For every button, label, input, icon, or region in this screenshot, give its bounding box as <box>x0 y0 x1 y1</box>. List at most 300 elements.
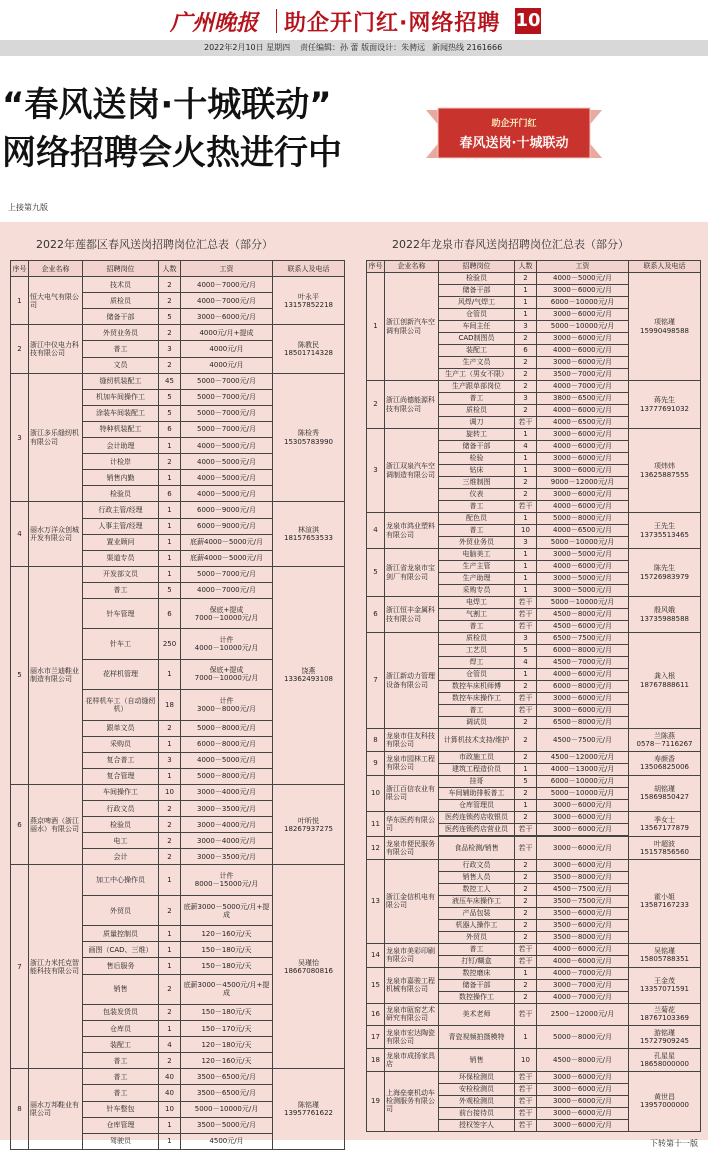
salary: 3500－6000元/月 <box>537 919 629 931</box>
table-row <box>11 865 345 895</box>
job-title: 工艺员 <box>439 645 515 657</box>
headcount: 若干 <box>515 417 537 429</box>
salary: 6000－9000元/月 <box>181 502 273 518</box>
headcount: 1 <box>159 550 181 566</box>
headcount: 1 <box>159 865 181 895</box>
contact-info: 王先生 13735513465 <box>629 513 701 549</box>
salary: 3000－6000元/月 <box>537 1071 629 1083</box>
salary: 4000－6000元/月 <box>537 561 629 573</box>
salary: 4500－6000元/月 <box>537 621 629 633</box>
headcount: 若干 <box>515 1119 537 1131</box>
headcount: 45 <box>159 373 181 389</box>
salary: 4500－7500元/月 <box>537 883 629 895</box>
table-row <box>367 1003 701 1026</box>
table-row <box>11 784 345 800</box>
headcount: 1 <box>159 942 181 958</box>
job-title: 检验 <box>439 453 515 465</box>
headcount: 2 <box>515 811 537 823</box>
contact-info: 游铭瑾 15727909245 <box>629 1026 701 1049</box>
column-header: 人数 <box>515 261 537 273</box>
job-title: 销售人员 <box>439 871 515 883</box>
headcount: 5 <box>159 309 181 325</box>
company-name: 浙江省龙泉市宝剑厂有限公司 <box>385 549 439 597</box>
job-title: 产品包装 <box>439 907 515 919</box>
job-title: 跟单文员 <box>83 720 159 736</box>
job-title: 包装发货员 <box>83 1004 159 1020</box>
job-title: 调试员 <box>439 717 515 729</box>
salary: 3000－4000元/月 <box>181 833 273 849</box>
headcount: 1 <box>515 669 537 681</box>
company-name: 浙江百信农业有限公司 <box>385 775 439 811</box>
contact-info: 霍小姐 13587167233 <box>629 859 701 943</box>
salary: 4000－6000元/月 <box>537 669 629 681</box>
headcount: 若干 <box>515 1107 537 1119</box>
headcount: 10 <box>159 784 181 800</box>
contact-info: 殷风娥 13735988588 <box>629 597 701 633</box>
salary: 3000－6000元/月 <box>537 465 629 477</box>
headcount: 3 <box>515 321 537 333</box>
job-title: CAD制图员 <box>439 333 515 345</box>
salary: 保底+提成 7000－10000元/月 <box>181 659 273 689</box>
headcount: 2 <box>159 454 181 470</box>
headcount: 2 <box>159 833 181 849</box>
salary: 底薪4000－5000元/月 <box>181 534 273 550</box>
job-title: 驾驶员 <box>83 1133 159 1149</box>
salary: 底薪4000－5000元/月 <box>181 550 273 566</box>
row-number: 7 <box>367 633 385 729</box>
headcount: 1 <box>159 768 181 784</box>
job-title: 外贸员 <box>439 931 515 943</box>
left-recruitment-table <box>10 260 345 1150</box>
salary: 4500元/月 <box>181 1133 273 1149</box>
headcount: 2 <box>515 871 537 883</box>
headcount: 1 <box>159 470 181 486</box>
headcount: 若干 <box>515 1095 537 1107</box>
salary: 9000－12000元/月 <box>537 477 629 489</box>
editor-credit: 责任编辑：孙 蕾 版面设计：朱骋远 <box>300 43 426 52</box>
column-header: 联系人及电话 <box>273 261 345 277</box>
job-title: 美术老师 <box>439 1003 515 1026</box>
job-title: 计算机技术支持/维护 <box>439 729 515 752</box>
job-title: 仓管员 <box>439 309 515 321</box>
table-row <box>11 373 345 389</box>
salary: 4000－5000元/月 <box>181 438 273 454</box>
job-title: 食品检测/销售 <box>439 836 515 859</box>
job-title: 焊工 <box>439 657 515 669</box>
company-name: 浙江中仪电力科技有限公司 <box>29 325 83 373</box>
table-row <box>11 325 345 341</box>
headcount: 2 <box>515 907 537 919</box>
job-title: 加工中心操作员 <box>83 865 159 895</box>
salary: 5000－7000元/月 <box>181 421 273 437</box>
job-title: 装配工 <box>439 345 515 357</box>
salary: 150－180元/天 <box>181 942 273 958</box>
job-title: 人事主管/经理 <box>83 518 159 534</box>
salary: 4000－5000元/月 <box>537 273 629 285</box>
job-title: 普工 <box>83 341 159 357</box>
job-title: 普工 <box>83 582 159 598</box>
job-title: 外贸员 <box>83 895 159 925</box>
job-title: 行政文员 <box>83 801 159 817</box>
headcount: 5 <box>159 405 181 421</box>
headcount: 1 <box>159 659 181 689</box>
row-number: 12 <box>367 836 385 859</box>
job-title: 储备干部 <box>439 285 515 297</box>
job-title: 普工 <box>439 525 515 537</box>
headcount: 2 <box>515 991 537 1003</box>
salary: 计件 3000－8000元/月 <box>181 690 273 720</box>
salary: 3000－6000元/月 <box>537 357 629 369</box>
job-title: 仪表 <box>439 489 515 501</box>
job-title: 数控工人 <box>439 883 515 895</box>
salary: 3500－7000元/月 <box>537 369 629 381</box>
job-title: 车间操作工 <box>83 784 159 800</box>
contact-info: 吴铭瑾 15805788351 <box>629 943 701 967</box>
salary: 4500－8000元/月 <box>537 1049 629 1072</box>
job-title: 针车整包 <box>83 1101 159 1117</box>
job-title: 打钉/糊盒 <box>439 955 515 967</box>
table-row <box>367 1071 701 1083</box>
salary: 4000－6000元/月 <box>537 501 629 513</box>
job-title: 生产工（男女不限） <box>439 369 515 381</box>
salary: 3000－6000元/月 <box>537 333 629 345</box>
salary: 3000－6000元/月 <box>537 285 629 297</box>
job-title: 生产文员 <box>439 357 515 369</box>
job-title: 数控车床操作工 <box>439 693 515 705</box>
salary: 4000元/月 <box>181 341 273 357</box>
job-title: 质量控制员 <box>83 926 159 942</box>
headcount: 2 <box>515 681 537 693</box>
job-title: 销售 <box>439 1049 515 1072</box>
salary: 4500－7500元/月 <box>537 729 629 752</box>
salary: 4000－6500元/月 <box>537 417 629 429</box>
row-number: 2 <box>367 381 385 429</box>
job-title: 普工 <box>83 1053 159 1069</box>
company-name: 浙江力米托克智能科技有限公司 <box>29 865 83 1069</box>
company-name: 浙江金信机电有限公司 <box>385 859 439 943</box>
job-title: 普工 <box>439 621 515 633</box>
table-row <box>11 277 345 293</box>
headcount: 2 <box>159 720 181 736</box>
salary: 3500－8000元/月 <box>537 931 629 943</box>
job-title: 复合管理 <box>83 768 159 784</box>
salary: 3000－3500元/月 <box>181 801 273 817</box>
salary: 5000－10000元/月 <box>537 321 629 333</box>
row-number: 16 <box>367 1003 385 1026</box>
job-title: 气割工 <box>439 609 515 621</box>
headcount: 1 <box>515 763 537 775</box>
salary: 4500－8000元/月 <box>537 609 629 621</box>
row-number: 15 <box>367 967 385 1003</box>
headcount: 5 <box>159 582 181 598</box>
company-name: 龙泉市成扬家具店 <box>385 1049 439 1072</box>
row-number: 11 <box>367 811 385 836</box>
salary: 5000－7000元/月 <box>181 566 273 582</box>
column-header: 人数 <box>159 261 181 277</box>
headcount: 2 <box>515 357 537 369</box>
salary: 3000－6000元/月 <box>537 453 629 465</box>
row-number: 5 <box>11 566 29 784</box>
job-title: 售后服务 <box>83 958 159 974</box>
salary: 4000－7000元/月 <box>181 293 273 309</box>
job-title: 普工 <box>439 705 515 717</box>
row-number: 14 <box>367 943 385 967</box>
table-row <box>11 566 345 582</box>
headcount: 2 <box>159 849 181 865</box>
contact-info: 叶超波 15157856560 <box>629 836 701 859</box>
job-title: 普工 <box>439 943 515 955</box>
salary: 120－160元/天 <box>181 926 273 942</box>
job-title: 储备干部 <box>83 309 159 325</box>
salary: 3000－6000元/月 <box>537 429 629 441</box>
job-title: 针车工 <box>83 629 159 659</box>
salary: 120－160元/天 <box>181 1053 273 1069</box>
row-number: 19 <box>367 1071 385 1131</box>
headcount: 6 <box>515 345 537 357</box>
headcount: 2 <box>515 369 537 381</box>
job-title: 检验员 <box>83 817 159 833</box>
headcount: 若干 <box>515 1083 537 1095</box>
continued-next-note: 下转第十一版 <box>650 1139 698 1148</box>
headcount: 250 <box>159 629 181 659</box>
job-title: 质检员 <box>439 405 515 417</box>
headcount: 2 <box>515 381 537 393</box>
table-row <box>367 1049 701 1072</box>
salary: 3000－3500元/月 <box>181 849 273 865</box>
salary: 6000－8000元/月 <box>537 645 629 657</box>
salary: 5000－7000元/月 <box>181 373 273 389</box>
job-title: 机加车间操作工 <box>83 389 159 405</box>
row-number: 1 <box>11 277 29 325</box>
headcount: 2 <box>515 405 537 417</box>
headcount: 2 <box>515 717 537 729</box>
headcount: 2 <box>515 883 537 895</box>
company-name: 浙江多乐缝纫机有限公司 <box>29 373 83 502</box>
headcount: 1 <box>515 1026 537 1049</box>
headcount: 1 <box>515 297 537 309</box>
contact-info: 饶燕 13362493108 <box>273 566 345 784</box>
headcount: 若干 <box>515 609 537 621</box>
salary: 4000－7000元/月 <box>181 582 273 598</box>
company-name: 丽水市兰迪鞋业制造有限公司 <box>29 566 83 784</box>
salary: 150－180元/天 <box>181 958 273 974</box>
salary: 5000－7000元/月 <box>181 389 273 405</box>
job-title: 车间辅助排板普工 <box>439 787 515 799</box>
job-title: 花样机管理 <box>83 659 159 689</box>
job-title: 仓库管理 <box>83 1117 159 1133</box>
column-header: 工资 <box>181 261 273 277</box>
headcount: 1 <box>515 285 537 297</box>
salary: 3500－6500元/月 <box>181 1069 273 1085</box>
masthead-divider <box>276 9 277 33</box>
job-title: 针车管理 <box>83 598 159 628</box>
headcount: 2 <box>515 751 537 763</box>
headcount: 1 <box>159 958 181 974</box>
row-number: 8 <box>11 1069 29 1150</box>
job-title: 行政主管/经理 <box>83 502 159 518</box>
job-title: 市政施工员 <box>439 751 515 763</box>
headcount: 1 <box>515 513 537 525</box>
salary: 6000－8000元/月 <box>181 736 273 752</box>
job-title: 文员 <box>83 357 159 373</box>
job-title: 三维制图 <box>439 477 515 489</box>
job-title: 缝纫机装配工 <box>83 373 159 389</box>
job-title: 渠道专员 <box>83 550 159 566</box>
salary: 3000－6000元/月 <box>537 859 629 871</box>
headcount: 2 <box>515 489 537 501</box>
salary: 3000－6000元/月 <box>537 1095 629 1107</box>
headcount: 若干 <box>515 597 537 609</box>
job-title: 电工 <box>83 833 159 849</box>
news-hotline: 新闻热线 2161666 <box>432 43 503 52</box>
salary: 3000－6000元/月 <box>181 309 273 325</box>
salary: 6000－10000元/月 <box>537 775 629 787</box>
job-title: 电焊工 <box>439 597 515 609</box>
contact-info: 陈检秀 15305783990 <box>273 373 345 502</box>
headcount: 2 <box>159 1053 181 1069</box>
contact-info: 陈教民 18501714328 <box>273 325 345 373</box>
job-title: 仓库员 <box>83 1021 159 1037</box>
salary: 120－180元/天 <box>181 1037 273 1053</box>
company-name: 浙江尚德能源科技有限公司 <box>385 381 439 429</box>
job-title: 仓管员 <box>439 669 515 681</box>
job-title: 行政文员 <box>439 859 515 871</box>
column-header: 序号 <box>367 261 385 273</box>
table-row <box>367 273 701 285</box>
job-title: 涂装车间装配工 <box>83 405 159 421</box>
headcount: 10 <box>515 1049 537 1072</box>
table-row <box>367 381 701 393</box>
company-name: 龙泉市美彩印刷有限公司 <box>385 943 439 967</box>
salary: 3500－6000元/月 <box>537 907 629 919</box>
table-row <box>367 943 701 955</box>
contact-info: 陈铭瑾 13957761622 <box>273 1069 345 1150</box>
company-name: 浙江双泉汽车空调制造有限公司 <box>385 429 439 513</box>
row-number: 6 <box>11 784 29 864</box>
company-name: 浙江恒丰金属科技有限公司 <box>385 597 439 633</box>
headcount: 1 <box>159 1021 181 1037</box>
contact-info: 黄世昌 13957000000 <box>629 1071 701 1131</box>
table-row <box>367 836 701 859</box>
column-header: 企业名称 <box>29 261 83 277</box>
contact-info: 王金茂 13357071591 <box>629 967 701 1003</box>
headcount: 2 <box>515 333 537 345</box>
salary: 4000－6000元/月 <box>537 441 629 453</box>
salary: 4000－13000元/月 <box>537 763 629 775</box>
headcount: 若干 <box>515 943 537 955</box>
headcount: 40 <box>159 1085 181 1101</box>
column-header: 序号 <box>11 261 29 277</box>
salary: 4000－7000元/月 <box>537 991 629 1003</box>
headcount: 2 <box>515 729 537 752</box>
table-row <box>11 502 345 518</box>
job-title: 建筑工程造价员 <box>439 763 515 775</box>
job-title: 生产跟单部岗位 <box>439 381 515 393</box>
row-number: 1 <box>367 273 385 381</box>
headcount: 18 <box>159 690 181 720</box>
table-header-row <box>367 261 701 273</box>
job-title: 储备干部 <box>439 979 515 991</box>
headcount: 若干 <box>515 823 537 835</box>
column-header: 工资 <box>537 261 629 273</box>
headcount: 1 <box>159 566 181 582</box>
company-name: 龙泉市园林工程有限公司 <box>385 751 439 775</box>
headcount: 2 <box>515 273 537 285</box>
job-title: 质检员 <box>439 633 515 645</box>
salary: 6500－7500元/月 <box>537 633 629 645</box>
salary: 4000－6000元/月 <box>537 345 629 357</box>
row-number: 3 <box>367 429 385 513</box>
headcount: 3 <box>515 633 537 645</box>
headcount: 若干 <box>515 693 537 705</box>
row-number: 17 <box>367 1026 385 1049</box>
row-number: 18 <box>367 1049 385 1072</box>
headcount: 1 <box>515 561 537 573</box>
headcount: 2 <box>515 895 537 907</box>
salary: 3000－6000元/月 <box>537 309 629 321</box>
company-name: 龙泉市瓯窑艺术研究有限公司 <box>385 1003 439 1026</box>
headcount: 1 <box>515 429 537 441</box>
headcount: 2 <box>159 801 181 817</box>
salary: 6500－8000元/月 <box>537 717 629 729</box>
table-header-row <box>11 261 345 277</box>
headcount: 4 <box>515 657 537 669</box>
row-number: 13 <box>367 859 385 943</box>
job-title: 医药连锁药店营业员 <box>439 823 515 835</box>
headcount: 6 <box>159 486 181 502</box>
job-title: 技术员 <box>83 277 159 293</box>
job-title: 普工 <box>439 393 515 405</box>
job-title: 电脑美工 <box>439 549 515 561</box>
headcount: 1 <box>159 736 181 752</box>
job-title: 机器人操作工 <box>439 919 515 931</box>
headcount: 2 <box>159 1004 181 1020</box>
company-name: 上海垒豪机动车检测服务有限公司 <box>385 1071 439 1131</box>
headcount: 2 <box>515 859 537 871</box>
headcount: 1 <box>159 1117 181 1133</box>
salary: 150－180元/天 <box>181 1004 273 1020</box>
job-title: 复合普工 <box>83 752 159 768</box>
row-number: 4 <box>11 502 29 566</box>
headcount: 2 <box>515 979 537 991</box>
job-title: 青瓷视频拍摄模特 <box>439 1026 515 1049</box>
column-header: 招聘岗位 <box>439 261 515 273</box>
table-row <box>367 513 701 525</box>
info-strip <box>0 40 708 56</box>
salary: 3000－6000元/月 <box>537 489 629 501</box>
headcount: 1 <box>515 549 537 561</box>
salary: 5000－8000元/月 <box>537 1026 629 1049</box>
left-table-title: 2022年莲都区春风送岗招聘岗位汇总表（部分） <box>36 238 273 251</box>
headcount: 2 <box>159 277 181 293</box>
job-title: 销售内勤 <box>83 470 159 486</box>
headcount: 1 <box>159 926 181 942</box>
company-name: 龙泉市宏达陶瓷有限公司 <box>385 1026 439 1049</box>
job-title: 旋转工 <box>439 429 515 441</box>
salary: 4000－6000元/月 <box>537 943 629 955</box>
headcount: 2 <box>159 895 181 925</box>
headcount: 1 <box>515 309 537 321</box>
job-title: 质检员 <box>83 293 159 309</box>
headcount: 若干 <box>515 955 537 967</box>
job-title: 车间主任 <box>439 321 515 333</box>
headcount: 1 <box>515 465 537 477</box>
headcount: 1 <box>159 518 181 534</box>
headcount: 若干 <box>515 1071 537 1083</box>
contact-info: 兰陈燕 0578－7116267 <box>629 729 701 752</box>
job-title: 花样机车工（自动缝纫机） <box>83 690 159 720</box>
table-row <box>367 967 701 979</box>
